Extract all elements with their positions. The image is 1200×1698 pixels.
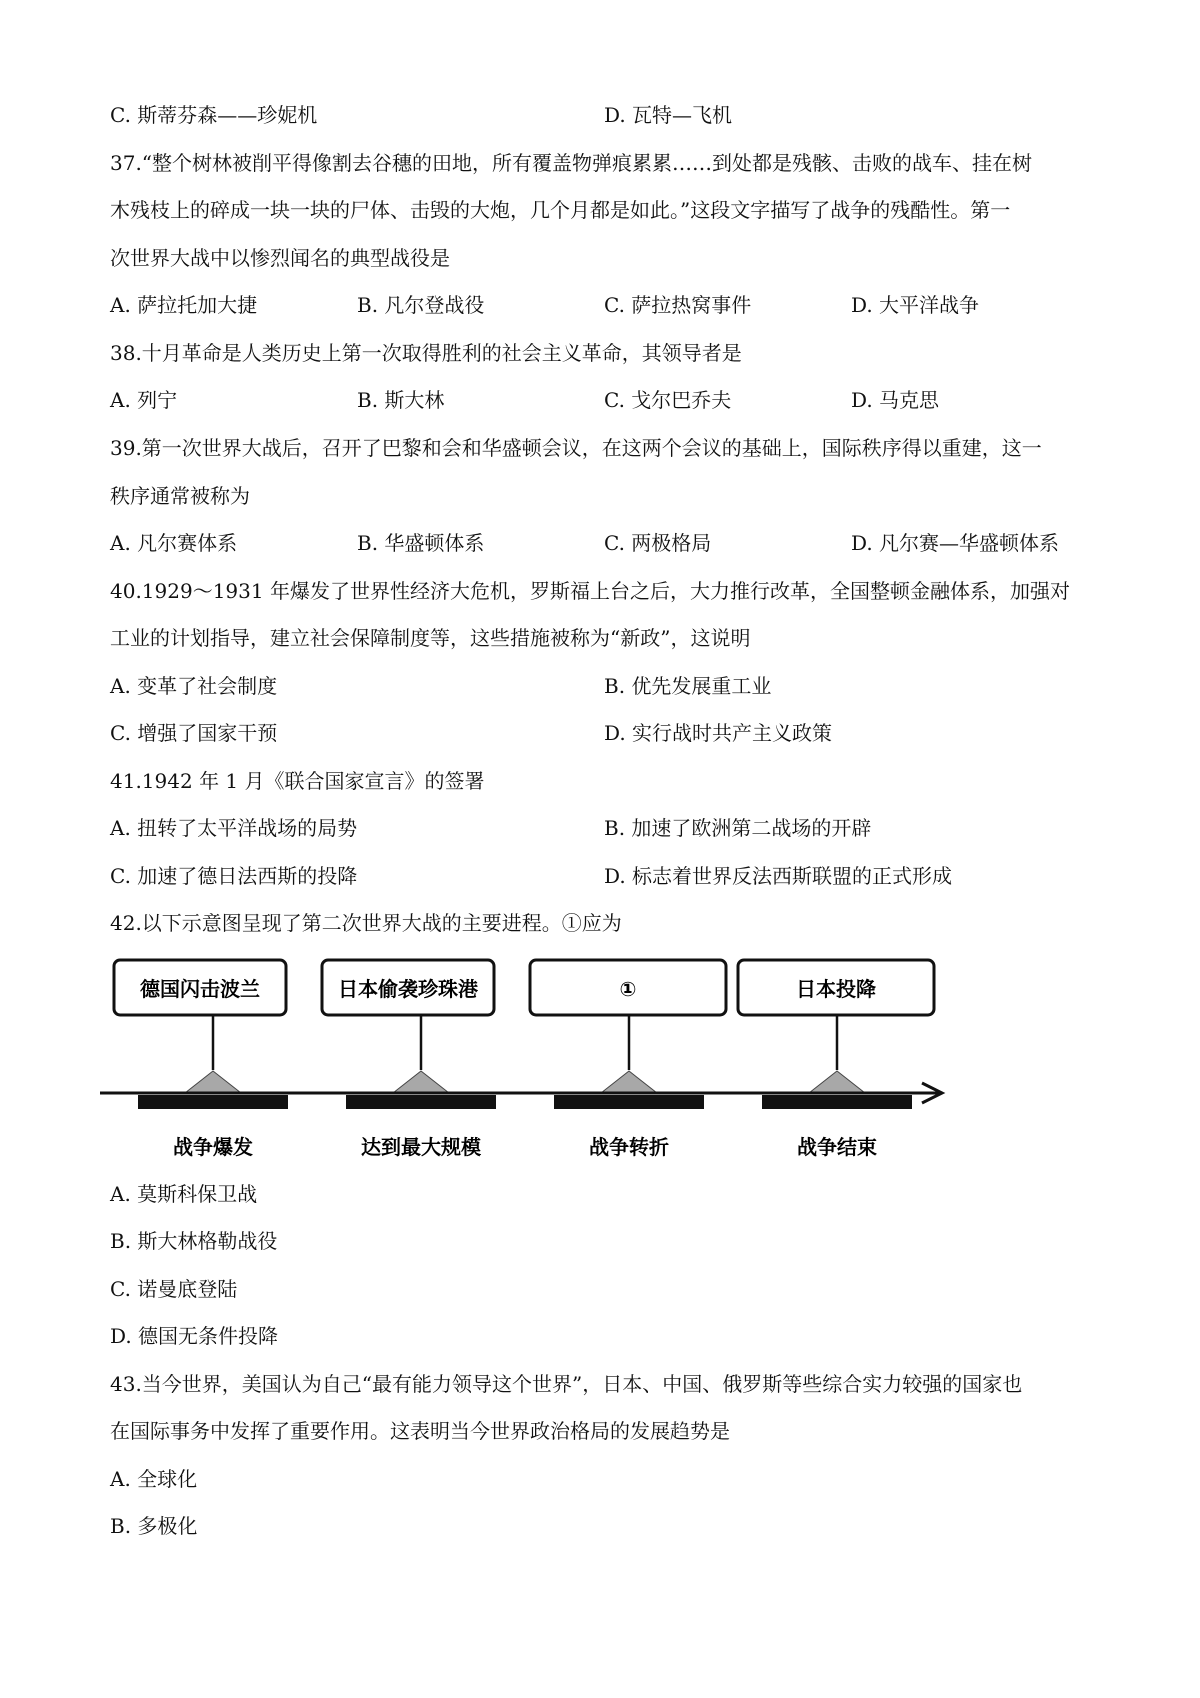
q40-stem-line-2: 工业的计划指导，建立社会保障制度等，这些措施被称为“新政”，这说明 — [110, 626, 751, 650]
q42-option-b: B. 斯大林格勒战役 — [110, 1229, 278, 1253]
q40-option-d: D. 实行战时共产主义政策 — [604, 721, 833, 745]
q42-option-d: D. 德国无条件投降 — [110, 1324, 279, 1348]
timeline-box-1-label: 德国闪击波兰 — [140, 977, 260, 1001]
q39-stem-line-1: 39.第一次世界大战后，召开了巴黎和会和华盛顿会议，在这两个会议的基础上，国际秩序得以重建，这一 — [110, 436, 1042, 460]
q37-option-d: D. 大平洋战争 — [851, 293, 980, 317]
q43-option-a: A. 全球化 — [110, 1467, 198, 1491]
timeline-segment-1 — [138, 1095, 288, 1109]
timeline-segment-4 — [762, 1095, 912, 1109]
stage-label-4: 战争结束 — [797, 1135, 877, 1159]
q41-option-c: C. 加速了德日法西斯的投降 — [110, 864, 358, 888]
q42-stem: 42.以下示意图呈现了第二次世界大战的主要进程。①应为 — [110, 911, 622, 935]
q39-option-a: A. 凡尔赛体系 — [110, 531, 238, 555]
timeline-box-2 — [322, 960, 494, 1015]
q39-stem-line-2: 秩序通常被称为 — [110, 484, 250, 508]
stage-label-2: 达到最大规模 — [361, 1135, 481, 1159]
q39-option-d: D. 凡尔赛—华盛顿体系 — [851, 531, 1060, 555]
q36-option-c: C. 斯蒂芬森——珍妮机 — [110, 103, 318, 127]
q40-option-b: B. 优先发展重工业 — [604, 674, 772, 698]
q41-option-a: A. 扭转了太平洋战场的局势 — [110, 816, 358, 840]
q41-stem: 41.1942 年 1 月《联合国家宣言》的签署 — [110, 769, 485, 793]
timeline-segment-3 — [554, 1095, 704, 1109]
q43-option-b: B. 多极化 — [110, 1514, 198, 1538]
timeline-box-4 — [738, 960, 934, 1015]
q36-option-d: D. 瓦特—飞机 — [604, 103, 733, 127]
q37-stem-line-2: 木残枝上的碎成一块一块的尸体、击毁的大炮，几个月都是如此。”这段文字描写了战争的残酷性。第一 — [110, 198, 1011, 222]
stage-label-3: 战争转折 — [589, 1135, 669, 1159]
q37-option-c: C. 萨拉热窝事件 — [604, 293, 752, 317]
q43-stem-line-2: 在国际事务中发挥了重要作用。这表明当今世界政治格局的发展趋势是 — [110, 1419, 730, 1443]
q42-option-a: A. 莫斯科保卫战 — [110, 1182, 258, 1206]
marker-triangle-1 — [185, 1071, 241, 1093]
marker-triangle-4 — [809, 1071, 865, 1093]
q38-option-b: B. 斯大林 — [357, 388, 445, 412]
q40-option-a: A. 变革了社会制度 — [110, 674, 278, 698]
timeline-box-3 — [530, 960, 726, 1015]
marker-triangle-2 — [393, 1071, 449, 1093]
q39-option-c: C. 两极格局 — [604, 531, 712, 555]
timeline-box-3-label: ① — [619, 977, 637, 1001]
q38-option-c: C. 戈尔巴乔夫 — [604, 388, 732, 412]
marker-triangle-3 — [601, 1071, 657, 1093]
q37-stem-line-3: 次世界大战中以惨烈闻名的典型战役是 — [110, 246, 450, 270]
q40-stem-line-1: 40.1929～1931 年爆发了世界性经济大危机，罗斯福上台之后，大力推行改革，全国整顿金融体系，加强对 — [110, 579, 1070, 603]
q41-option-b: B. 加速了欧洲第二战场的开辟 — [604, 816, 872, 840]
q38-option-d: D. 马克思 — [851, 388, 940, 412]
ww2-timeline-diagram — [100, 955, 960, 1160]
timeline-box-4-label: 日本投降 — [796, 977, 876, 1001]
q39-option-b: B. 华盛顿体系 — [357, 531, 485, 555]
q38-stem: 38.十月革命是人类历史上第一次取得胜利的社会主义革命，其领导者是 — [110, 341, 742, 365]
q41-option-d: D. 标志着世界反法西斯联盟的正式形成 — [604, 864, 953, 888]
timeline-box-2-label: 日本偷袭珍珠港 — [338, 977, 478, 1001]
stage-label-1: 战争爆发 — [173, 1135, 253, 1159]
q42-option-c: C. 诺曼底登陆 — [110, 1277, 238, 1301]
timeline-box-1 — [114, 960, 286, 1015]
q43-stem-line-1: 43.当今世界，美国认为自己“最有能力领导这个世界”，日本、中国、俄罗斯等些综合实力较强的国家也 — [110, 1372, 1023, 1396]
q38-option-a: A. 列宁 — [110, 388, 178, 412]
q37-stem-line-1: 37.“整个树林被削平得像割去谷穗的田地，所有覆盖物弹痕累累……到处都是残骸、击败的战车、挂在树 — [110, 151, 1033, 175]
timeline-segment-2 — [346, 1095, 496, 1109]
q37-option-a: A. 萨拉托加大捷 — [110, 293, 258, 317]
q37-option-b: B. 凡尔登战役 — [357, 293, 485, 317]
q40-option-c: C. 增强了国家干预 — [110, 721, 278, 745]
